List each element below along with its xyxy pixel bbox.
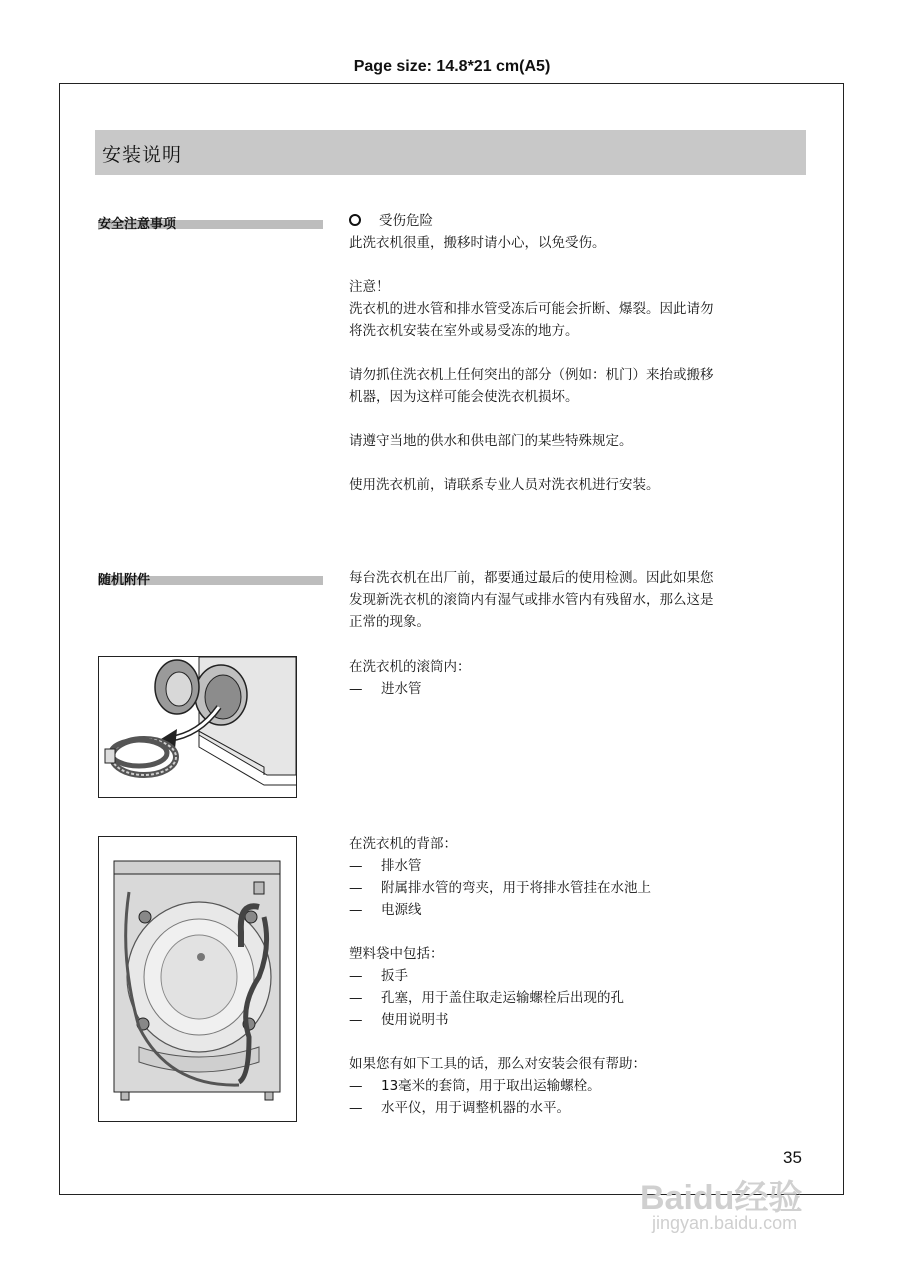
grip-line-2: 机器，因为这样可能会使洗衣机损坏。 xyxy=(349,389,579,405)
accessories-intro xyxy=(349,567,809,633)
section-label-accessories: 随机附件 xyxy=(98,573,151,588)
list-item: — 附属排水管的弯夹，用于将排水管挂在水池上 xyxy=(349,880,651,896)
section-label-safety: 安全注意事项 xyxy=(98,217,177,232)
list-item: — 13毫米的套筒，用于取出运输螺栓。 xyxy=(349,1078,601,1094)
list-item: — 使用说明书 xyxy=(349,1012,449,1028)
note-heading: 注意！ xyxy=(349,279,390,295)
grip-line-1: 请勿抓住洗衣机上任何突出的部分（例如：机门）来抬或搬移 xyxy=(349,367,714,383)
title-bar xyxy=(95,130,806,175)
back-heading: 在洗衣机的背部： xyxy=(349,836,457,852)
list-item: — 进水管 xyxy=(349,681,422,697)
injury-text: 此洗衣机很重，搬移时请小心，以免受伤。 xyxy=(349,235,606,251)
list-item: — 排水管 xyxy=(349,858,422,874)
list-item: — 水平仪，用于调整机器的水平。 xyxy=(349,1100,570,1116)
intro-line-2: 发现新洗衣机的滚筒内有湿气或排水管内有残留水，那么这是 xyxy=(349,592,714,608)
page-size-label: Page size: 14.8*21 cm(A5) xyxy=(353,58,551,75)
figure-drum-hose xyxy=(98,656,297,798)
tools-heading: 如果您有如下工具的话，那么对安装会很有帮助： xyxy=(349,1056,646,1072)
drum-contents xyxy=(349,656,809,700)
intro-line-3: 正常的现象。 xyxy=(349,614,430,630)
page-title: 安装说明 xyxy=(102,144,183,166)
washer-back-illustration xyxy=(99,837,296,1121)
list-item: — 扳手 xyxy=(349,968,408,984)
list-item: — 电源线 xyxy=(349,902,422,918)
back-contents xyxy=(349,833,809,1119)
figure-machine-back xyxy=(98,836,297,1122)
injury-heading: 受伤危险 xyxy=(379,213,433,229)
safety-text xyxy=(349,210,809,496)
pro-text: 使用洗衣机前，请联系专业人员对洗衣机进行安装。 xyxy=(349,477,660,493)
list-item: — 孔塞，用于盖住取走运输螺栓后出现的孔 xyxy=(349,990,624,1006)
bullet-circle-icon xyxy=(349,214,361,226)
note-line-1: 洗衣机的进水管和排水管受冻后可能会折断、爆裂。因此请勿 xyxy=(349,301,714,317)
drum-heading: 在洗衣机的滚筒内： xyxy=(349,659,471,675)
intro-line-1: 每台洗衣机在出厂前，都要通过最后的使用检测。因此如果您 xyxy=(349,570,714,586)
note-line-2: 将洗衣机安装在室外或易受冻的地方。 xyxy=(349,323,579,339)
bag-heading: 塑料袋中包括： xyxy=(349,946,444,962)
page-number: 35 xyxy=(783,1148,802,1167)
washer-drum-illustration xyxy=(99,657,296,797)
watermark-url: jingyan.baidu.com xyxy=(652,1213,798,1233)
watermark-logo: Baidu经验 xyxy=(640,1179,803,1217)
rules-text: 请遵守当地的供水和供电部门的某些特殊规定。 xyxy=(349,433,633,449)
